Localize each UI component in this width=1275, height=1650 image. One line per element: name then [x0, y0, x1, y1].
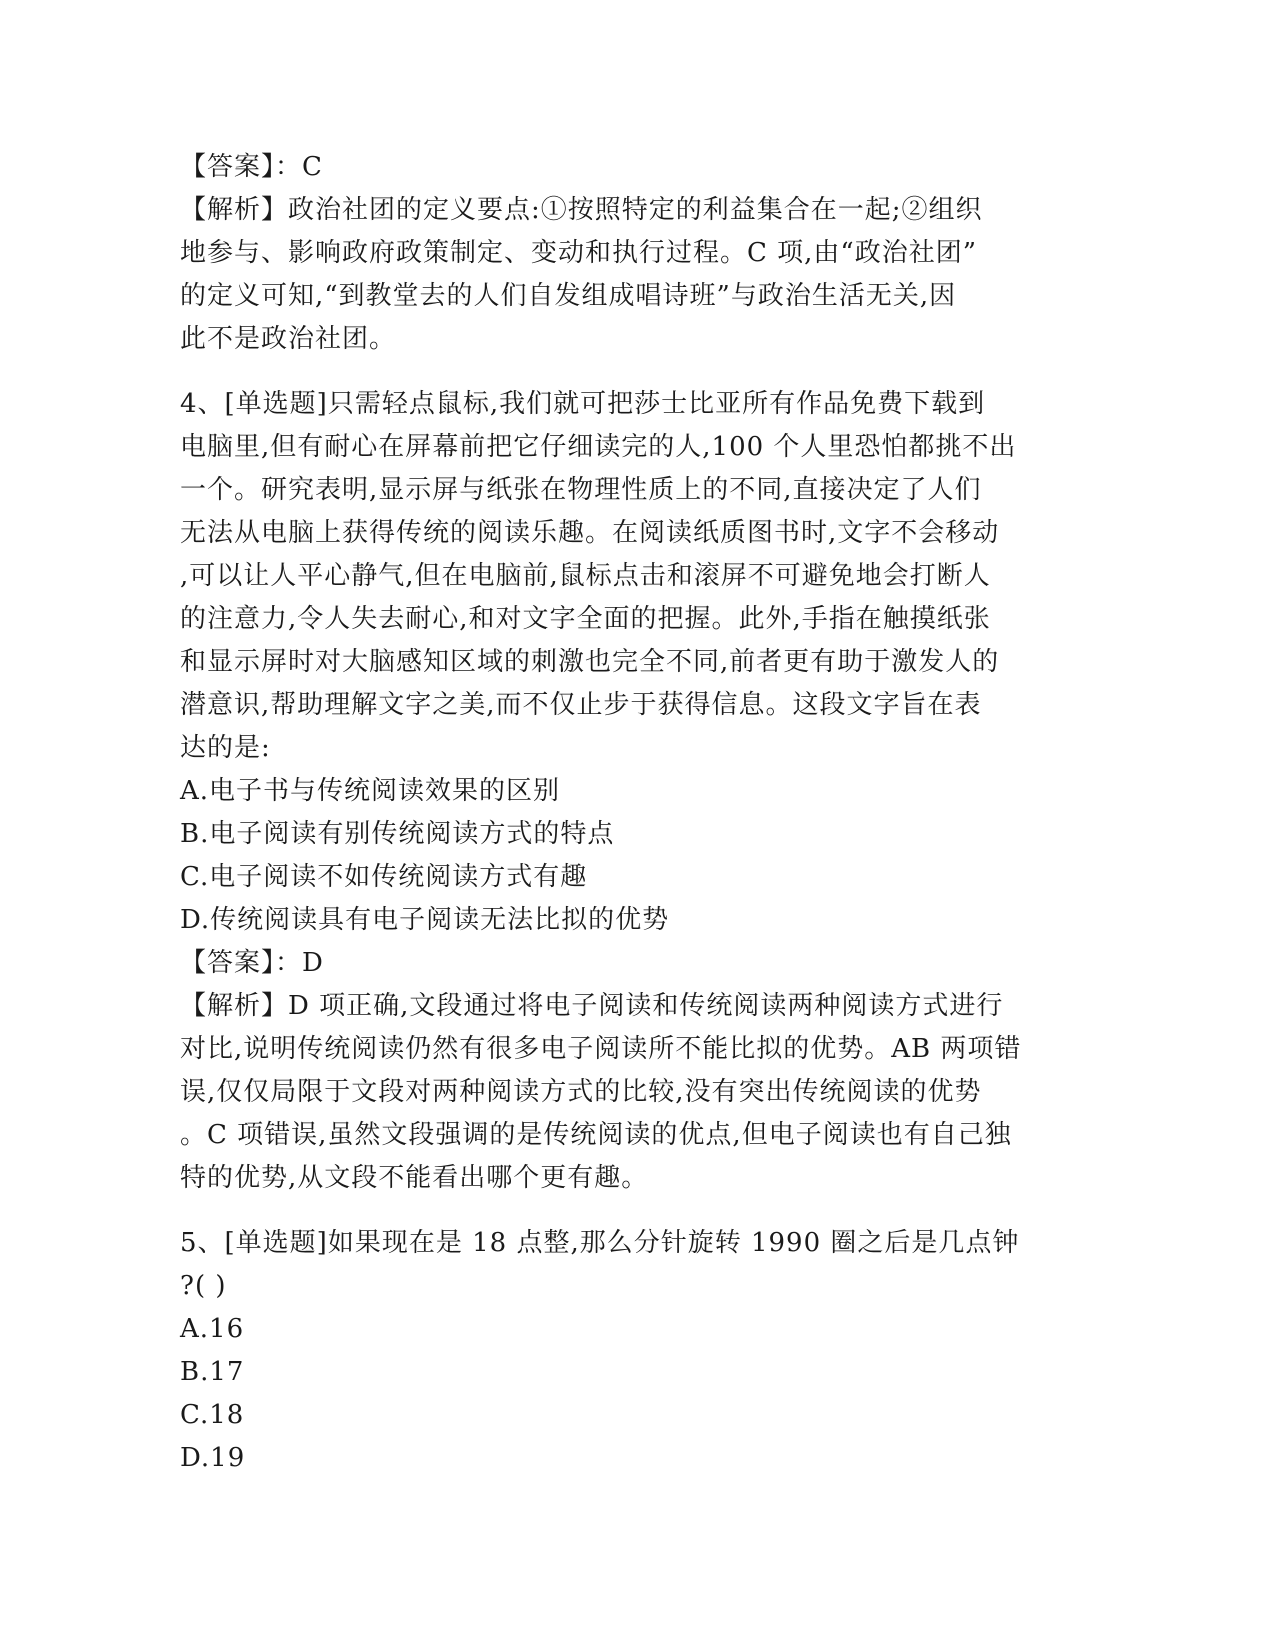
question-stem-line: 和显示屏时对大脑感知区域的刺激也完全不同,前者更有助于激发人的 — [180, 647, 1000, 677]
analysis-line: 。C 项错误,虽然文段强调的是传统阅读的优点,但电子阅读也有自己独 — [180, 1120, 1012, 1150]
analysis-line: 地参与、影响政府政策制定、变动和执行过程。C 项,由“政治社团” — [180, 238, 978, 268]
option-c: C.电子阅读不如传统阅读方式有趣 — [180, 862, 588, 892]
analysis-line: 误,仅仅局限于文段对两种阅读方式的比较,没有突出传统阅读的优势 — [180, 1077, 982, 1107]
question-stem-line: 5、[单选题]如果现在是 18 点整,那么分针旋转 1990 圈之后是几点钟 — [180, 1228, 1020, 1258]
option-b: B.17 — [180, 1357, 245, 1387]
question-stem-line: 电脑里,但有耐心在屏幕前把它仔细读完的人,100 个人里恐怕都挑不出 — [180, 432, 1017, 462]
answer-line: 【答案】：D — [180, 948, 324, 978]
question-stem-line: 的注意力,令人失去耐心,和对文字全面的把握。此外,手指在触摸纸张 — [180, 604, 991, 634]
question-stem-line: 一个。研究表明,显示屏与纸张在物理性质上的不同,直接决定了人们 — [180, 475, 982, 505]
option-a: A.电子书与传统阅读效果的区别 — [180, 776, 561, 806]
document-page — [180, 146, 1080, 1480]
analysis-line: 的定义可知,“到教堂去的人们自发组成唱诗班”与政治生活无关,因 — [180, 281, 957, 311]
question-stem-line: 4、[单选题]只需轻点鼠标,我们就可把莎士比亚所有作品免费下载到 — [180, 389, 986, 419]
option-b: B.电子阅读有别传统阅读方式的特点 — [180, 819, 615, 849]
analysis-line: 【解析】D 项正确,文段通过将电子阅读和传统阅读两种阅读方式进行 — [180, 991, 1004, 1021]
answer-line: 【答案】：C — [180, 152, 323, 182]
question-stem-line: 达的是: — [180, 733, 271, 763]
analysis-line: 特的优势,从文段不能看出哪个更有趣。 — [180, 1163, 649, 1193]
option-d: D.传统阅读具有电子阅读无法比拟的优势 — [180, 905, 670, 935]
spacer — [180, 361, 1080, 383]
option-d: D.19 — [180, 1443, 246, 1473]
analysis-line: 对比,说明传统阅读仍然有很多电子阅读所不能比拟的优势。AB 两项错 — [180, 1034, 1022, 1064]
question-stem-line: ,可以让人平心静气,但在电脑前,鼠标点击和滚屏不可避免地会打断人 — [180, 561, 991, 591]
analysis-line: 【解析】政治社团的定义要点:①按照特定的利益集合在一起;②组织 — [180, 195, 983, 225]
option-a: A.16 — [180, 1314, 245, 1344]
option-c: C.18 — [180, 1400, 245, 1430]
question-stem-line: ?( ) — [180, 1271, 227, 1301]
spacer — [180, 1200, 1080, 1222]
analysis-line: 此不是政治社团。 — [180, 324, 397, 354]
question-stem-line: 潜意识,帮助理解文字之美,而不仅止步于获得信息。这段文字旨在表 — [180, 690, 982, 720]
question-stem-line: 无法从电脑上获得传统的阅读乐趣。在阅读纸质图书时,文字不会移动 — [180, 518, 1000, 548]
